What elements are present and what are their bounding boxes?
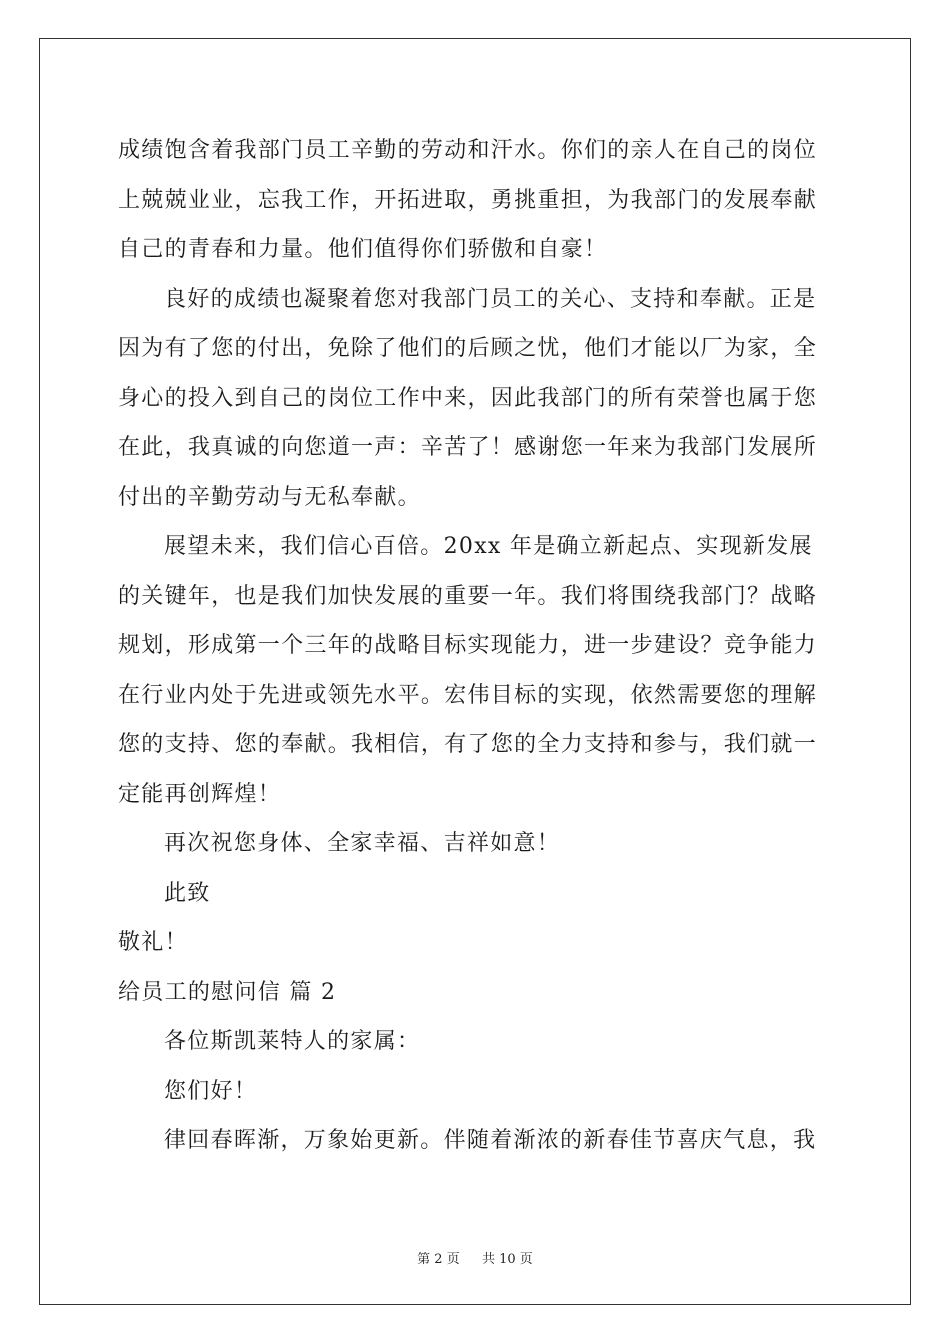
text-line: 身心的投入到自己的岗位工作中来，因此我部门的所有荣誉也属于您 — [118, 385, 818, 411]
text-line: 展望未来，我们信心百倍。20xx 年是确立新起点、实现新发展 — [164, 534, 813, 559]
text-line: 您的支持、您的奉献。我相信，有了您的全力支持和参与，我们就一 — [118, 732, 818, 757]
text-line: 付出的辛勤劳动与无私奉献。 — [118, 484, 421, 510]
text-line: 规划，形成第一个三年的战略目标实现能力，进一步建设？竞争能力 — [118, 633, 818, 658]
text-line: 成绩饱含着我部门员工辛勤的劳动和汗水。你们的亲人在自己的岗位 — [118, 138, 818, 163]
text-line: 自己的青春和力量。他们值得你们骄傲和自豪！ — [118, 237, 608, 262]
text-line: 在此，我真诚的向您道一声：辛苦了！感谢您一年来为我部门发展所 — [118, 435, 818, 460]
text-line: 的关键年，也是我们加快发展的重要一年。我们将围绕我部门？战略 — [118, 583, 818, 609]
text-line: 再次祝您身体、全家幸福、吉祥如意！ — [164, 831, 561, 856]
text-line: 定能再创辉煌！ — [118, 781, 282, 807]
text-line: 因为有了您的付出，免除了他们的后顾之忧，他们才能以厂为家，全 — [118, 336, 818, 361]
text-line: 律回春晖渐，万象始更新。伴随着渐浓的新春佳节喜庆气息，我 — [164, 1128, 817, 1153]
page-number: 第 2 页 — [417, 1252, 460, 1267]
text-line: 上兢兢业业，忘我工作，开拓进取，勇挑重担，为我部门的发展奉献 — [118, 187, 818, 213]
text-line: 敬礼！ — [118, 930, 188, 955]
text-line: 您们好！ — [164, 1078, 258, 1104]
text-line: 良好的成绩也凝聚着您对我部门员工的关心、支持和奉献。正是 — [164, 286, 817, 312]
document-body — [118, 126, 834, 1166]
text-line: 此致 — [164, 880, 211, 906]
page-total: 共 10 页 — [482, 1252, 533, 1267]
section-heading: 给员工的慰问信 篇 2 — [118, 979, 337, 1005]
text-line: 在行业内处于先进或领先水平。宏伟目标的实现，依然需要您的理解 — [118, 682, 818, 708]
page-footer — [0, 1248, 950, 1267]
text-line: 各位斯凯莱特人的家属： — [164, 1029, 421, 1054]
